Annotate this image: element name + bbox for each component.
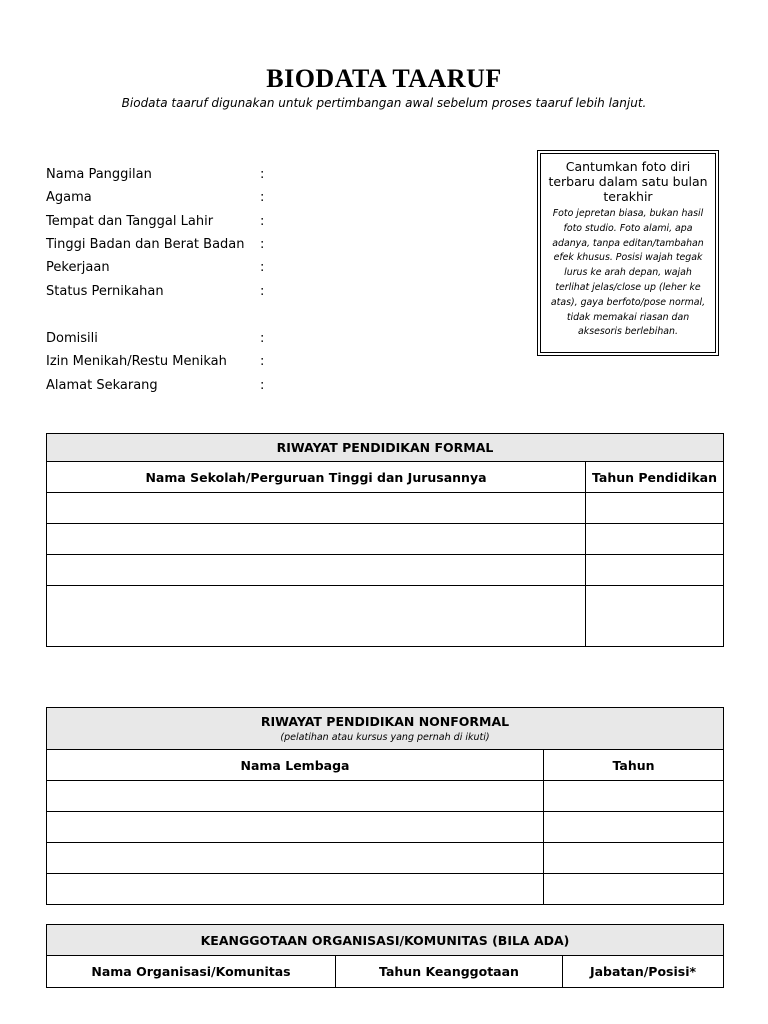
table-row: [47, 874, 724, 905]
field-agama[interactable]: [46, 190, 264, 205]
field-colon: :: [260, 190, 265, 205]
field-tinggi-berat-badan[interactable]: [46, 237, 264, 252]
nonformal-education-table: [46, 707, 724, 905]
table-cell[interactable]: [47, 781, 544, 812]
field-label: Izin Menikah/Restu Menikah: [46, 354, 227, 369]
table-row: [47, 555, 724, 586]
field-alamat-sekarang[interactable]: [46, 378, 264, 393]
table-cell[interactable]: [47, 874, 544, 905]
col-header-membership-year: Tahun Keanggotaan: [336, 956, 563, 988]
form-subtitle: Biodata taaruf digunakan untuk pertimbangan awal sebelum proses taaruf lebih lanjut.: [121, 96, 647, 110]
col-header-school: Nama Sekolah/Perguruan Tinggi dan Jurusannya: [47, 462, 586, 493]
field-status-pernikahan[interactable]: [46, 284, 264, 299]
form-title: BIODATA TAARUF: [266, 64, 502, 93]
table-cell[interactable]: [544, 874, 724, 905]
table-row: [47, 586, 724, 647]
field-colon: :: [260, 237, 265, 252]
nonformal-education-note: (pelatihan atau kursus yang pernah di ikuti): [280, 732, 490, 743]
field-label: Tempat dan Tanggal Lahir: [46, 214, 214, 229]
field-colon: :: [260, 260, 265, 275]
table-cell[interactable]: [47, 524, 586, 555]
table-cell[interactable]: [586, 586, 724, 647]
formal-education-title: RIWAYAT PENDIDIKAN FORMAL: [47, 434, 724, 462]
field-colon: :: [260, 354, 265, 369]
field-colon: :: [260, 214, 265, 229]
table-row: [47, 493, 724, 524]
table-row: [47, 812, 724, 843]
field-colon: :: [260, 331, 265, 346]
photo-frame: [540, 153, 716, 353]
field-colon: :: [260, 378, 265, 393]
table-cell[interactable]: [47, 812, 544, 843]
col-header-organization: Nama Organisasi/Komunitas: [47, 956, 336, 988]
table-cell[interactable]: [544, 843, 724, 874]
table-row: [47, 524, 724, 555]
col-header-year: Tahun Pendidikan: [586, 462, 724, 493]
field-label: Agama: [46, 190, 92, 205]
field-pekerjaan[interactable]: [46, 260, 264, 275]
field-tempat-tanggal-lahir[interactable]: [46, 214, 264, 229]
organization-title: KEANGGOTAAN ORGANISASI/KOMUNITAS (BILA ADA): [47, 925, 724, 956]
table-row: [47, 843, 724, 874]
photo-placeholder[interactable]: [537, 150, 719, 356]
field-label: Status Pernikahan: [46, 284, 164, 299]
table-cell[interactable]: [586, 524, 724, 555]
table-cell[interactable]: [586, 493, 724, 524]
nonformal-education-title: RIWAYAT PENDIDIKAN NONFORMAL: [260, 714, 510, 729]
table-cell[interactable]: [544, 812, 724, 843]
field-colon: :: [260, 167, 265, 182]
field-label: Pekerjaan: [46, 260, 110, 275]
table-cell[interactable]: [586, 555, 724, 586]
field-label: Nama Panggilan: [46, 167, 152, 182]
organization-table: [46, 924, 724, 988]
col-header-year: Tahun: [544, 750, 724, 781]
field-label: Alamat Sekarang: [46, 378, 158, 393]
formal-education-table: [46, 433, 724, 647]
field-izin-menikah[interactable]: [46, 354, 264, 369]
table-cell[interactable]: [544, 781, 724, 812]
field-domisili[interactable]: [46, 331, 264, 346]
photo-heading: Cantumkan foto diri terbaru dalam satu bulan terakhir: [548, 159, 708, 204]
table-cell[interactable]: [47, 843, 544, 874]
col-header-position: Jabatan/Posisi*: [563, 956, 724, 988]
photo-note: Foto jepretan biasa, bukan hasil foto studio. Foto alami, apa adanya, tanpa editan/tambahan efek khusus. Posisi wajah tegak lurus ke arah depan, wajah terlihat jelas/close up (leher ke atas), gaya berfoto/pose normal, tidak memakai riasan dan aksesoris berlebihan.: [550, 208, 706, 338]
table-cell[interactable]: [47, 586, 586, 647]
table-cell[interactable]: [47, 493, 586, 524]
table-cell[interactable]: [47, 555, 586, 586]
field-label: Domisili: [46, 331, 98, 346]
field-colon: :: [260, 284, 265, 299]
field-label: Tinggi Badan dan Berat Badan: [46, 237, 245, 252]
nonformal-education-header: [47, 708, 724, 750]
table-row: [47, 781, 724, 812]
field-nama-panggilan[interactable]: [46, 167, 264, 182]
col-header-institution: Nama Lembaga: [47, 750, 544, 781]
